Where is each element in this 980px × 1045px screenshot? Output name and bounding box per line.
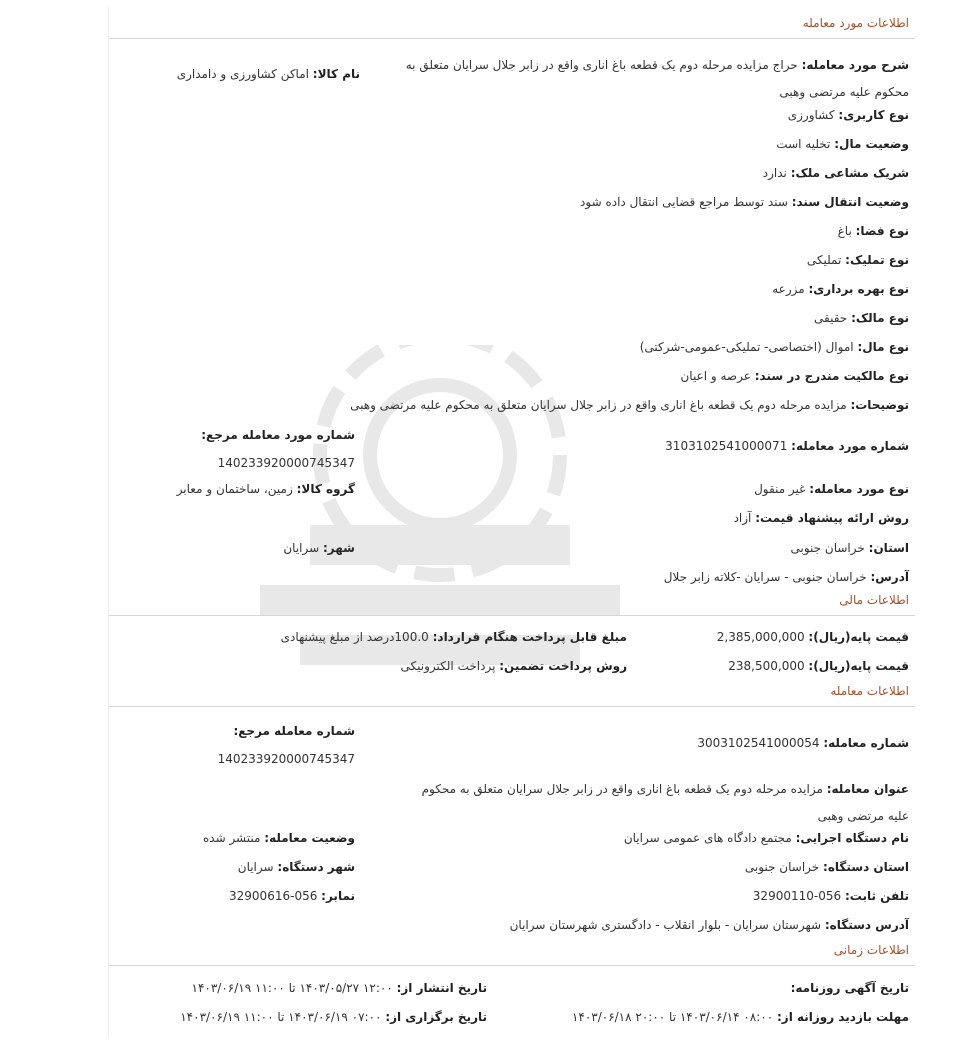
exploitation-type: نوع بهره برداری: مزرعه	[772, 282, 909, 296]
device-city: شهر دستگاه: سرایان	[237, 860, 355, 874]
transfer-status: وضعیت انتقال سند: سند توسط مراجع قضایی انتقال داده شود	[580, 195, 909, 209]
phone: تلفن ثابت: 056-32900110	[752, 889, 909, 903]
divider	[109, 965, 915, 966]
payable-amount: مبلغ قابل پرداخت هنگام قرارداد: 100.0درصد از مبلغ پیشنهادی	[280, 630, 627, 644]
section-header-item-info: اطلاعات مورد معامله	[802, 16, 909, 30]
item-description: شرح مورد معامله: حراج مزایده مرحله دوم یک قطعه باغ اناری واقع در زابر جلال سرایان متعلق به محکوم علیه مرتضی وهبی	[405, 58, 909, 99]
ref-item-number: شماره مورد معامله مرجع: 140233920000745347	[201, 428, 355, 470]
section-header-time: اطلاعات زمانی	[833, 943, 909, 957]
section-header-financial: اطلاعات مالی	[839, 593, 909, 607]
publish-date: تاریخ انتشار از: ۱۲:۰۰ ۱۴۰۳/۰۵/۲۷ تا ۱۱:۰۰ ۱۴۰۳/۰۶/۱۹	[191, 981, 487, 995]
holding-date: تاریخ برگزاری از: ۰۷:۰۰ ۱۴۰۳/۰۶/۱۹ تا ۱۱:۰۰ ۱۴۰۳/۰۶/۱۹	[180, 1010, 487, 1024]
visit-deadline: مهلت بازدید روزانه از: ۰۸:۰۰ ۱۴۰۳/۰۶/۱۴ تا ۲۰:۰۰ ۱۴۰۳/۰۶/۱۸	[571, 1010, 909, 1024]
co-owner: شریک مشاعی ملک: ندارد	[762, 166, 909, 180]
section-header-transaction: اطلاعات معامله	[830, 684, 909, 698]
asset-type: نوع مال: اموال (اختصاصی- تملیکی-عمومی-شرکتی)	[639, 340, 909, 354]
goods-group: گروه کالا: زمین، ساختمان و معابر	[176, 482, 355, 496]
transaction-number: شماره معامله: 3003102541000054	[697, 736, 909, 750]
executor-name: نام دستگاه اجرایی: مجتمع دادگاه های عمومی سرایان	[623, 831, 909, 845]
address: آدرس: خراسان جنوبی - سرایان -کلاته زابر جلال	[663, 570, 909, 584]
province: استان: خراسان جنوبی	[790, 541, 909, 555]
base-price: قیمت پایه(ریال): 2,385,000,000	[716, 630, 909, 644]
device-address: آدرس دستگاه: شهرستان سرایان - بلوار انقلاب - دادگستری شهرستان سرایان	[509, 918, 909, 932]
space-type: نوع فضا: باغ	[837, 224, 909, 238]
divider	[109, 38, 915, 39]
document-page	[108, 7, 915, 1037]
transaction-ref-number: شماره معامله مرجع: 140233920000745347	[217, 724, 355, 766]
transaction-title: عنوان معامله: مزایده مرحله دوم یک قطعه باغ اناری واقع در زابر جلال سرایان متعلق به محکوم علیه مرتضی وهبی	[421, 782, 909, 823]
base-price-2: قیمت پایه(ریال): 238,500,000	[728, 659, 909, 673]
item-number: شماره مورد معامله: 3103102541000071	[665, 439, 909, 453]
owner-type: نوع مالک: حقیقی	[814, 311, 909, 325]
divider	[109, 615, 915, 616]
goods-name: نام کالا: اماکن کشاورزی و دامداری	[176, 67, 360, 81]
guarantee-method: روش پرداخت تضمین: پرداخت الکترونیکی	[400, 659, 627, 673]
notes: توضیحات: مزایده مرحله دوم یک قطعه باغ اناری واقع در زابر جلال سرایان متعلق به محکوم علیه مرتضی وهبی	[350, 398, 909, 412]
device-province: استان دستگاه: خراسان جنوبی	[744, 860, 909, 874]
divider	[109, 706, 915, 707]
city: شهر: سرایان	[283, 541, 355, 555]
bid-method: روش ارائه پیشنهاد قیمت: آزاد	[733, 511, 909, 525]
property-status: وضعیت مال: تخلیه است	[776, 137, 909, 151]
fax: نمابر: 056-32900616	[229, 889, 355, 903]
transaction-status: وضعیت معامله: منتشر شده	[202, 831, 355, 845]
ownership-type: نوع تملیک: تملیکی	[806, 253, 909, 267]
newspaper-date: تاریخ آگهی روزنامه:	[790, 981, 909, 995]
deal-type: نوع مورد معامله: غیر منقول	[754, 482, 909, 496]
usage-type: نوع کاربری: کشاورزی	[787, 108, 909, 122]
deed-ownership: نوع مالکیت مندرج در سند: عرصه و اعیان	[680, 369, 909, 383]
